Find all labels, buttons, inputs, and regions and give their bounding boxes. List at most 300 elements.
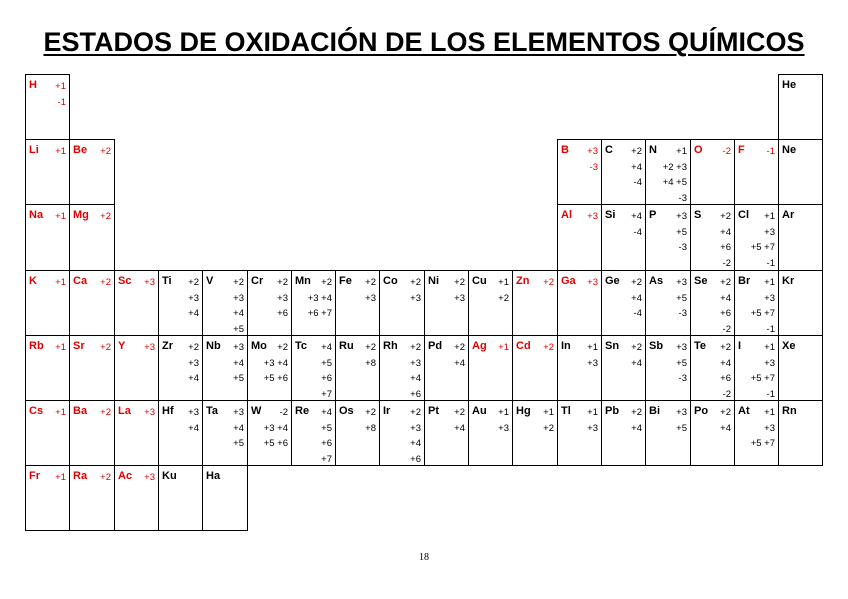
- oxidation-states: [100, 405, 111, 421]
- oxidation-state: -3: [589, 161, 598, 173]
- element-cell-nb: [202, 335, 248, 401]
- element-symbol: Ni: [428, 275, 439, 287]
- oxidation-state: -1: [766, 323, 775, 335]
- element-symbol: Tc: [295, 340, 308, 352]
- element-symbol: Se: [694, 275, 708, 287]
- element-cell-la: [114, 400, 159, 466]
- element-symbol: At: [738, 405, 750, 417]
- oxidation-state: -2: [722, 257, 731, 269]
- element-cell-be: [69, 139, 115, 205]
- element-cell-si: [601, 204, 646, 271]
- oxidation-states: [720, 340, 731, 402]
- element-symbol: Po: [694, 405, 709, 417]
- oxidation-states: [498, 340, 509, 356]
- element-symbol: Cl: [738, 209, 749, 221]
- oxidation-state: +3: [676, 407, 687, 418]
- element-symbol: Ar: [782, 209, 795, 221]
- oxidation-state: +5 +7: [750, 308, 775, 319]
- element-symbol: W: [251, 405, 262, 417]
- element-cell-ha: [202, 465, 248, 531]
- element-cell-br: [734, 270, 779, 336]
- oxidation-state: +3: [454, 292, 465, 304]
- oxidation-states: [543, 340, 554, 356]
- element-cell-rh: [379, 335, 425, 401]
- oxidation-state: +4: [454, 422, 465, 434]
- oxidation-state: +1: [55, 342, 66, 353]
- oxidation-states: [410, 405, 421, 467]
- oxidation-state: +6: [277, 308, 288, 319]
- oxidation-states: [365, 340, 376, 371]
- element-symbol: Rn: [782, 405, 797, 417]
- oxidation-state: +3: [144, 277, 155, 288]
- oxidation-states: [663, 144, 687, 206]
- oxidation-states: [631, 209, 642, 240]
- element-symbol: Te: [694, 340, 707, 352]
- element-symbol: As: [649, 275, 664, 287]
- oxidation-state: -1: [57, 96, 66, 108]
- element-cell-ge: [601, 270, 646, 336]
- element-cell-os: [335, 400, 380, 466]
- element-symbol: C: [605, 144, 613, 156]
- oxidation-state: +2: [100, 472, 111, 483]
- element-symbol: Mo: [251, 340, 267, 352]
- oxidation-state: +1: [543, 407, 554, 418]
- oxidation-state: +3: [676, 211, 687, 222]
- element-cell-li: [25, 139, 70, 205]
- element-symbol: In: [561, 340, 571, 352]
- oxidation-state: +4: [720, 357, 731, 369]
- element-cell-p: [645, 204, 691, 271]
- page-title: ESTADOS DE OXIDACIÓN DE LOS ELEMENTOS QUÍMICOS: [43, 27, 805, 57]
- oxidation-states: [264, 340, 288, 387]
- oxidation-state: +2: [100, 407, 111, 418]
- element-cell-ca: [69, 270, 115, 336]
- element-cell-al: [557, 204, 602, 271]
- element-cell-ta: [202, 400, 248, 466]
- oxidation-states: [144, 340, 155, 356]
- oxidation-state: +4: [720, 226, 731, 238]
- oxidation-state: +3: [764, 357, 775, 369]
- element-symbol: Re: [295, 405, 310, 417]
- oxidation-state: +4: [188, 422, 199, 434]
- element-cell-tl: [557, 400, 602, 466]
- oxidation-state: +2: [410, 342, 421, 353]
- oxidation-state: +5: [321, 357, 332, 369]
- oxidation-states: [720, 209, 731, 271]
- oxidation-state: +2: [631, 146, 642, 157]
- element-cell-mn: [291, 270, 336, 336]
- oxidation-state: +4: [720, 422, 731, 434]
- element-cell-sn: [601, 335, 646, 401]
- element-symbol: Ac: [118, 470, 133, 482]
- element-cell-po: [690, 400, 735, 466]
- element-cell-v: [202, 270, 248, 336]
- element-symbol: Al: [561, 209, 572, 221]
- oxidation-state: +4: [410, 373, 421, 384]
- element-symbol: Bi: [649, 405, 660, 417]
- oxidation-states: [144, 405, 155, 421]
- element-symbol: Ra: [73, 470, 88, 482]
- oxidation-state: +2: [720, 277, 731, 288]
- element-symbol: Ba: [73, 405, 88, 417]
- element-symbol: Tl: [561, 405, 571, 417]
- oxidation-state: +3: [676, 342, 687, 353]
- oxidation-state: +1: [55, 211, 66, 222]
- element-symbol: Li: [29, 144, 39, 156]
- oxidation-state: +3 +4: [263, 422, 288, 434]
- oxidation-state: +1: [498, 277, 509, 288]
- oxidation-state: +2: [321, 277, 332, 288]
- oxidation-states: [410, 275, 421, 306]
- element-symbol: Ge: [605, 275, 620, 287]
- element-symbol: Sb: [649, 340, 664, 352]
- oxidation-states: [55, 340, 66, 356]
- oxidation-state: +1: [764, 407, 775, 418]
- element-symbol: Cr: [251, 275, 264, 287]
- element-symbol: Ru: [339, 340, 354, 352]
- element-cell-au: [468, 400, 513, 466]
- oxidation-state: +3: [587, 277, 598, 288]
- oxidation-state: +3 +4: [307, 292, 332, 304]
- oxidation-states: [543, 405, 554, 436]
- oxidation-state: +3: [587, 146, 598, 157]
- element-symbol: F: [738, 144, 745, 156]
- element-cell-ne: [778, 139, 823, 205]
- element-cell-pt: [424, 400, 469, 466]
- element-symbol: Hg: [516, 405, 531, 417]
- element-symbol: Cs: [29, 405, 44, 417]
- element-symbol: Rh: [383, 340, 398, 352]
- oxidation-state: +5: [676, 357, 687, 369]
- element-cell-ku: [158, 465, 203, 531]
- element-cell-fe: [335, 270, 380, 336]
- element-symbol: Rb: [29, 340, 44, 352]
- oxidation-state: +5: [233, 438, 244, 449]
- oxidation-state: +3: [410, 422, 421, 434]
- oxidation-state: +4: [631, 161, 642, 173]
- oxidation-state: +5: [676, 422, 687, 434]
- oxidation-state: +3: [188, 407, 199, 418]
- oxidation-state: +7: [321, 388, 332, 400]
- oxidation-state: +2: [631, 277, 642, 288]
- element-symbol: La: [118, 405, 131, 417]
- oxidation-states: [720, 275, 731, 337]
- element-symbol: O: [694, 144, 703, 156]
- element-cell-ru: [335, 335, 380, 401]
- oxidation-states: [55, 470, 66, 486]
- oxidation-states: [188, 340, 199, 387]
- oxidation-state: +5 +7: [750, 242, 775, 253]
- oxidation-states: [498, 275, 509, 306]
- element-cell-hf: [158, 400, 203, 466]
- oxidation-state: +6: [321, 438, 332, 449]
- oxidation-state: +3: [764, 226, 775, 238]
- oxidation-states: [308, 275, 332, 322]
- oxidation-state: +4 +5: [662, 177, 687, 188]
- element-cell-w: [247, 400, 292, 466]
- oxidation-state: +3: [144, 472, 155, 483]
- oxidation-state: -3: [678, 373, 687, 384]
- oxidation-state: +4: [233, 422, 244, 434]
- element-cell-pb: [601, 400, 646, 466]
- element-symbol: P: [649, 209, 657, 221]
- element-cell-fr: [25, 465, 70, 531]
- element-symbol: Ag: [472, 340, 487, 352]
- element-symbol: Be: [73, 144, 88, 156]
- oxidation-states: [188, 275, 199, 322]
- oxidation-state: +5 +7: [750, 373, 775, 384]
- oxidation-state: +2: [188, 277, 199, 288]
- element-symbol: Sc: [118, 275, 132, 287]
- element-cell-tc: [291, 335, 336, 401]
- oxidation-states: [55, 405, 66, 421]
- element-symbol: Mn: [295, 275, 311, 287]
- oxidation-state: +1: [764, 342, 775, 353]
- oxidation-state: +3: [587, 357, 598, 369]
- oxidation-state: +2: [454, 342, 465, 353]
- oxidation-state: +8: [365, 357, 376, 369]
- oxidation-state: +2: [100, 146, 111, 157]
- element-cell-cd: [512, 335, 558, 401]
- oxidation-states: [233, 405, 244, 452]
- oxidation-states: [751, 340, 775, 402]
- element-symbol: He: [782, 79, 797, 91]
- oxidation-state: +7: [321, 453, 332, 465]
- oxidation-state: +3: [233, 342, 244, 353]
- oxidation-states: [767, 144, 775, 160]
- element-cell-bi: [645, 400, 691, 466]
- oxidation-state: +5: [233, 323, 244, 335]
- oxidation-state: +4: [233, 357, 244, 369]
- oxidation-state: +3: [233, 292, 244, 304]
- element-cell-hg: [512, 400, 558, 466]
- oxidation-states: [277, 275, 288, 322]
- oxidation-state: +2: [498, 292, 509, 304]
- oxidation-states: [631, 340, 642, 371]
- oxidation-state: +8: [365, 422, 376, 434]
- oxidation-state: +4: [410, 438, 421, 449]
- element-cell-ra: [69, 465, 115, 531]
- oxidation-state: +2: [100, 342, 111, 353]
- element-symbol: Au: [472, 405, 487, 417]
- oxidation-state: -2: [722, 388, 731, 400]
- oxidation-state: -3: [678, 192, 687, 204]
- oxidation-state: -2: [722, 146, 731, 157]
- oxidation-state: +6: [321, 373, 332, 384]
- oxidation-state: +1: [587, 342, 598, 353]
- element-symbol: Br: [738, 275, 751, 287]
- oxidation-state: -4: [633, 226, 642, 238]
- oxidation-states: [751, 275, 775, 337]
- oxidation-state: +6 +7: [307, 308, 332, 319]
- oxidation-state: +2: [631, 342, 642, 353]
- oxidation-states: [676, 405, 687, 436]
- oxidation-state: -1: [766, 146, 775, 157]
- element-cell-xe: [778, 335, 823, 401]
- element-cell-ti: [158, 270, 203, 336]
- oxidation-states: [100, 144, 111, 160]
- oxidation-states: [55, 79, 66, 110]
- oxidation-state: -4: [633, 308, 642, 319]
- oxidation-state: +5 +6: [263, 438, 288, 449]
- element-cell-b: [557, 139, 602, 205]
- element-symbol: Ne: [782, 144, 797, 156]
- oxidation-state: -3: [678, 242, 687, 253]
- oxidation-state: +6: [720, 373, 731, 384]
- element-cell-he: [778, 74, 823, 140]
- element-cell-na: [25, 204, 70, 271]
- element-cell-ac: [114, 465, 159, 531]
- element-symbol: H: [29, 79, 37, 91]
- oxidation-state: +6: [410, 453, 421, 465]
- oxidation-state: +2: [410, 277, 421, 288]
- oxidation-state: +2: [100, 277, 111, 288]
- oxidation-states: [144, 275, 155, 291]
- oxidation-state: +3: [144, 342, 155, 353]
- element-cell-ag: [468, 335, 513, 401]
- element-cell-ar: [778, 204, 823, 271]
- oxidation-state: +1: [764, 211, 775, 222]
- element-symbol: Sn: [605, 340, 620, 352]
- element-cell-cu: [468, 270, 513, 336]
- oxidation-states: [233, 275, 244, 337]
- element-symbol: Na: [29, 209, 44, 221]
- element-cell-ga: [557, 270, 602, 336]
- oxidation-state: +2: [188, 342, 199, 353]
- oxidation-state: +3: [410, 292, 421, 304]
- oxidation-state: +2: [100, 211, 111, 222]
- oxidation-states: [587, 144, 598, 175]
- oxidation-state: -3: [678, 308, 687, 319]
- element-symbol: Fe: [339, 275, 352, 287]
- oxidation-state: +5: [676, 292, 687, 304]
- oxidation-state: +3: [188, 357, 199, 369]
- oxidation-states: [233, 340, 244, 387]
- oxidation-states: [100, 340, 111, 356]
- oxidation-state: +3: [144, 407, 155, 418]
- element-symbol: Ta: [206, 405, 219, 417]
- oxidation-state: +4: [720, 292, 731, 304]
- oxidation-state: +2: [543, 277, 554, 288]
- element-cell-mo: [247, 335, 292, 401]
- oxidation-states: [751, 209, 775, 271]
- oxidation-states: [188, 405, 199, 436]
- oxidation-state: +2: [543, 422, 554, 434]
- oxidation-states: [410, 340, 421, 402]
- element-cell-pd: [424, 335, 469, 401]
- oxidation-states: [723, 144, 731, 160]
- oxidation-state: +1: [55, 407, 66, 418]
- element-cell-zn: [512, 270, 558, 336]
- oxidation-states: [55, 209, 66, 225]
- element-symbol: Si: [605, 209, 616, 221]
- oxidation-states: [100, 275, 111, 291]
- element-cell-in: [557, 335, 602, 401]
- element-symbol: Zn: [516, 275, 530, 287]
- oxidation-states: [264, 405, 288, 452]
- element-cell-s: [690, 204, 735, 271]
- element-symbol: K: [29, 275, 37, 287]
- oxidation-state: +1: [498, 407, 509, 418]
- oxidation-states: [321, 340, 332, 402]
- oxidation-states: [676, 275, 687, 322]
- element-symbol: B: [561, 144, 569, 156]
- oxidation-states: [587, 209, 598, 225]
- element-cell-se: [690, 270, 735, 336]
- oxidation-states: [631, 144, 642, 191]
- element-cell-at: [734, 400, 779, 466]
- oxidation-state: +4: [631, 292, 642, 304]
- element-symbol: Ca: [73, 275, 88, 287]
- element-symbol: Pb: [605, 405, 620, 417]
- oxidation-states: [454, 275, 465, 306]
- oxidation-state: +2: [410, 407, 421, 418]
- oxidation-state: +4: [631, 211, 642, 222]
- element-cell-kr: [778, 270, 823, 336]
- element-symbol: V: [206, 275, 214, 287]
- element-cell-cl: [734, 204, 779, 271]
- element-symbol: Ku: [162, 470, 177, 482]
- oxidation-state: +2: [454, 407, 465, 418]
- oxidation-states: [365, 275, 376, 306]
- element-symbol: Nb: [206, 340, 221, 352]
- oxidation-state: +5 +6: [263, 373, 288, 384]
- element-cell-o: [690, 139, 735, 205]
- oxidation-states: [55, 275, 66, 291]
- element-cell-sc: [114, 270, 159, 336]
- oxidation-states: [100, 209, 111, 225]
- element-cell-n: [645, 139, 691, 205]
- element-cell-cr: [247, 270, 292, 336]
- oxidation-state: +4: [631, 422, 642, 434]
- oxidation-state: +5 +7: [750, 438, 775, 449]
- oxidation-state: +2: [365, 407, 376, 418]
- oxidation-state: +6: [410, 388, 421, 400]
- oxidation-state: +2: [454, 277, 465, 288]
- oxidation-state: -4: [633, 177, 642, 188]
- oxidation-state: -1: [766, 388, 775, 400]
- oxidation-state: +4: [321, 407, 332, 418]
- oxidation-state: +3: [676, 277, 687, 288]
- oxidation-state: +2: [720, 407, 731, 418]
- oxidation-state: +2: [277, 277, 288, 288]
- element-symbol: Hf: [162, 405, 174, 417]
- element-symbol: I: [738, 340, 742, 352]
- element-cell-rn: [778, 400, 823, 466]
- element-cell-co: [379, 270, 425, 336]
- oxidation-state: +2 +3: [662, 161, 687, 173]
- element-symbol: Os: [339, 405, 354, 417]
- oxidation-state: +6: [720, 242, 731, 253]
- oxidation-state: +1: [55, 81, 66, 92]
- element-cell-y: [114, 335, 159, 401]
- element-cell-k: [25, 270, 70, 336]
- element-symbol: Cd: [516, 340, 531, 352]
- element-symbol: Ha: [206, 470, 221, 482]
- oxidation-state: +2: [233, 277, 244, 288]
- oxidation-state: +2: [720, 211, 731, 222]
- element-cell-sb: [645, 335, 691, 401]
- element-symbol: Zr: [162, 340, 173, 352]
- element-symbol: S: [694, 209, 702, 221]
- oxidation-state: +5: [676, 226, 687, 238]
- oxidation-states: [751, 405, 775, 452]
- oxidation-state: +3: [188, 292, 199, 304]
- element-symbol: Y: [118, 340, 126, 352]
- oxidation-state: +5: [233, 373, 244, 384]
- element-cell-h: [25, 74, 70, 140]
- element-cell-ba: [69, 400, 115, 466]
